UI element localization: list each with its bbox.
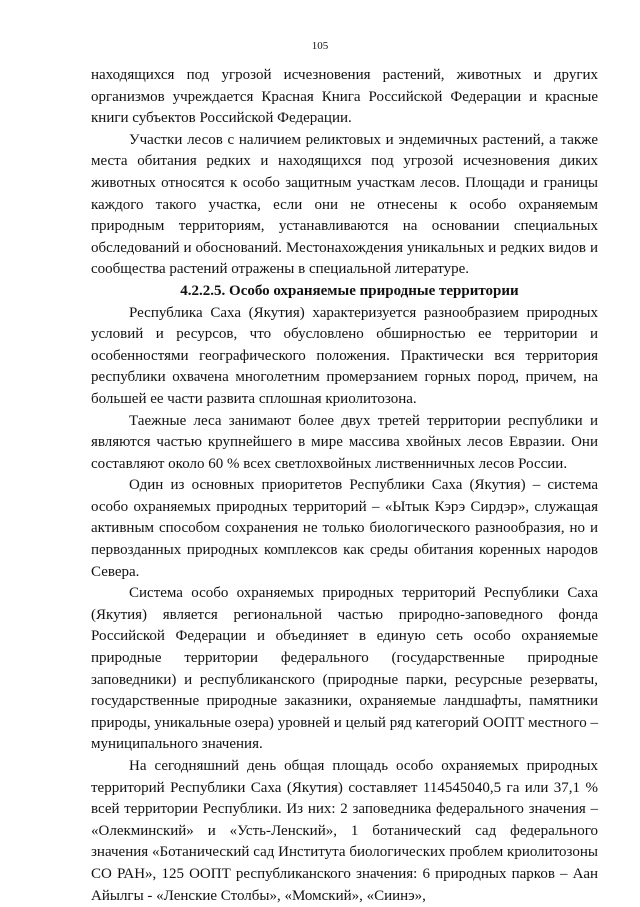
paragraph-forest-sites: Участки лесов с наличием реликтовых и эндемичных растений, а также места обитания редких и находящихся под угрозой исчезновения диких животных относятся к особо защитным участкам лесов. Площади и границы каждого такого участка, если они не отнесены к особо охраняемым природным территориям, устанавливаются на основании специальных обследований и обоснований. Местонахождения уникальных и редких видов и сообщества растений отражены в специальной литературе. (91, 131, 598, 278)
paragraph-priorities: Один из основных приоритетов Республики Саха (Якутия) – система особо охраняемых природных территорий – «Ытык Кэрэ Сирдэр», служащая активным способом сохранения не только биологического разнообразия, но и первозданных природных комплексов как среды обитания коренных народов Севера. (91, 477, 598, 580)
paragraph-yakutia-conditions: Республика Саха (Якутия) характеризуется разнообразием природных условий и ресурсов, что обусловлено обширностью ее территории и особенностями географического положения. Практически вся территория республики охвачена многолетним промерзанием горных пород, причем, на большей ее части развита сплошная криолитозона. (91, 304, 598, 407)
section-heading: 4.2.2.5. Особо охраняемые природные территории (180, 282, 519, 299)
paragraph-total-area: На сегодняшний день общая площадь особо охраняемых природных территорий Республики Саха (Якутия) составляет 114545040,5 га или 37,1 % всей территории Республики. Из них: 2 заповедника федерального значения – «Олекминский» и «Усть-Ленский», 1 ботанический сад федерального значения «Ботанический сад Института биологических проблем криолитозоны СО РАН», 125 ООПТ республиканского значения: 6 природных парков – Аан Айылгы - «Ленские Столбы», «Момский», «Сиинэ», (91, 758, 598, 904)
paragraph-protected-system: Система особо охраняемых природных территорий Республики Саха (Якутия) является региональной частью природно-заповедного фонда Российской Федерации и объединяет в единую сеть особо охраняемые природные территории федерального (государственные природные заповедники) и республиканского (природные парки, ресурсные резерваты, государственные природные заказники, охраняемые ландшафты, памятники природы, уникальные озера) уровней и целый ряд категорий ООПТ местного – муниципального значения. (91, 585, 598, 753)
page-number: 105 (311, 40, 329, 52)
page-body (91, 65, 598, 907)
paragraph-taiga-forests: Таежные леса занимают более двух третей территории республики и являются частью крупнейшего в мире массива хвойных лесов Евразии. Они составляют около 60 % всех светлохвойных лиственничных лесов России. (91, 412, 598, 472)
paragraph-red-book-continuation: находящихся под угрозой исчезновения растений, животных и других организмов учреждается Красная Книга Российской Федерации и красные книги субъектов Российской Федерации. (91, 67, 598, 127)
